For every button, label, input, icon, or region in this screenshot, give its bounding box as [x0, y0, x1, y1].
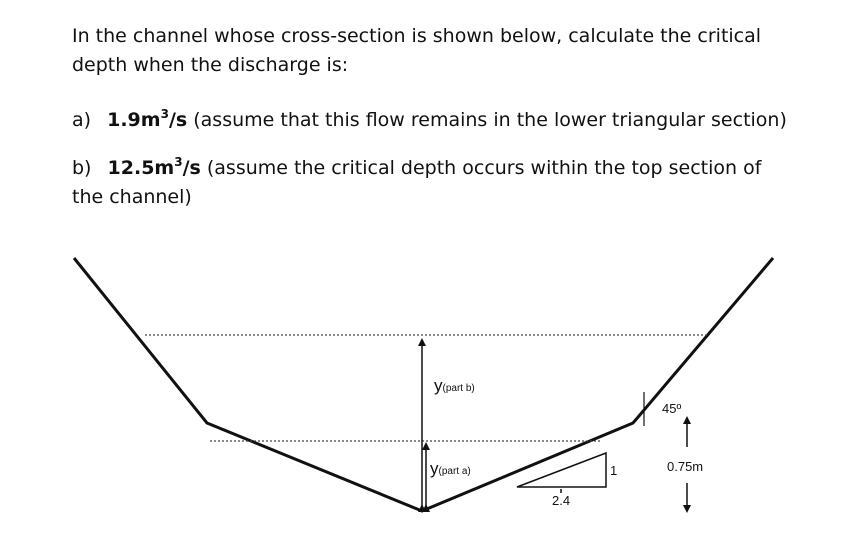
part-a-label: a)	[72, 109, 92, 131]
y-part-a-label: y(part a)	[430, 459, 471, 478]
angle-label: 45º	[662, 401, 682, 416]
slope-triangle	[517, 453, 606, 487]
slope-horizontal-label: 2.4	[552, 493, 571, 508]
part-b-label: b)	[72, 157, 92, 179]
part-b-discharge-tail: /s	[182, 157, 201, 179]
slope-vertical-label: 1	[610, 463, 618, 478]
part-a-discharge-tail: /s	[168, 109, 188, 131]
part-a-discharge-value: 1.9m	[107, 109, 161, 131]
part-b-discharge-exp: 3	[174, 155, 183, 169]
part-b-note: (assume the critical depth occurs within the top section of the channel)	[72, 157, 762, 208]
y-part-b-label: y(part b)	[434, 376, 475, 395]
part-a-note: (assume that this flow remains in the lower triangular section)	[193, 109, 787, 131]
part-b-discharge-value: 12.5m	[107, 157, 175, 179]
problem-intro: In the channel whose cross-section is shown below, calculate the critical depth when the discharge is:	[72, 25, 762, 76]
part-a-discharge-exp: 3	[160, 107, 169, 121]
height-label: 0.75m	[667, 459, 704, 474]
